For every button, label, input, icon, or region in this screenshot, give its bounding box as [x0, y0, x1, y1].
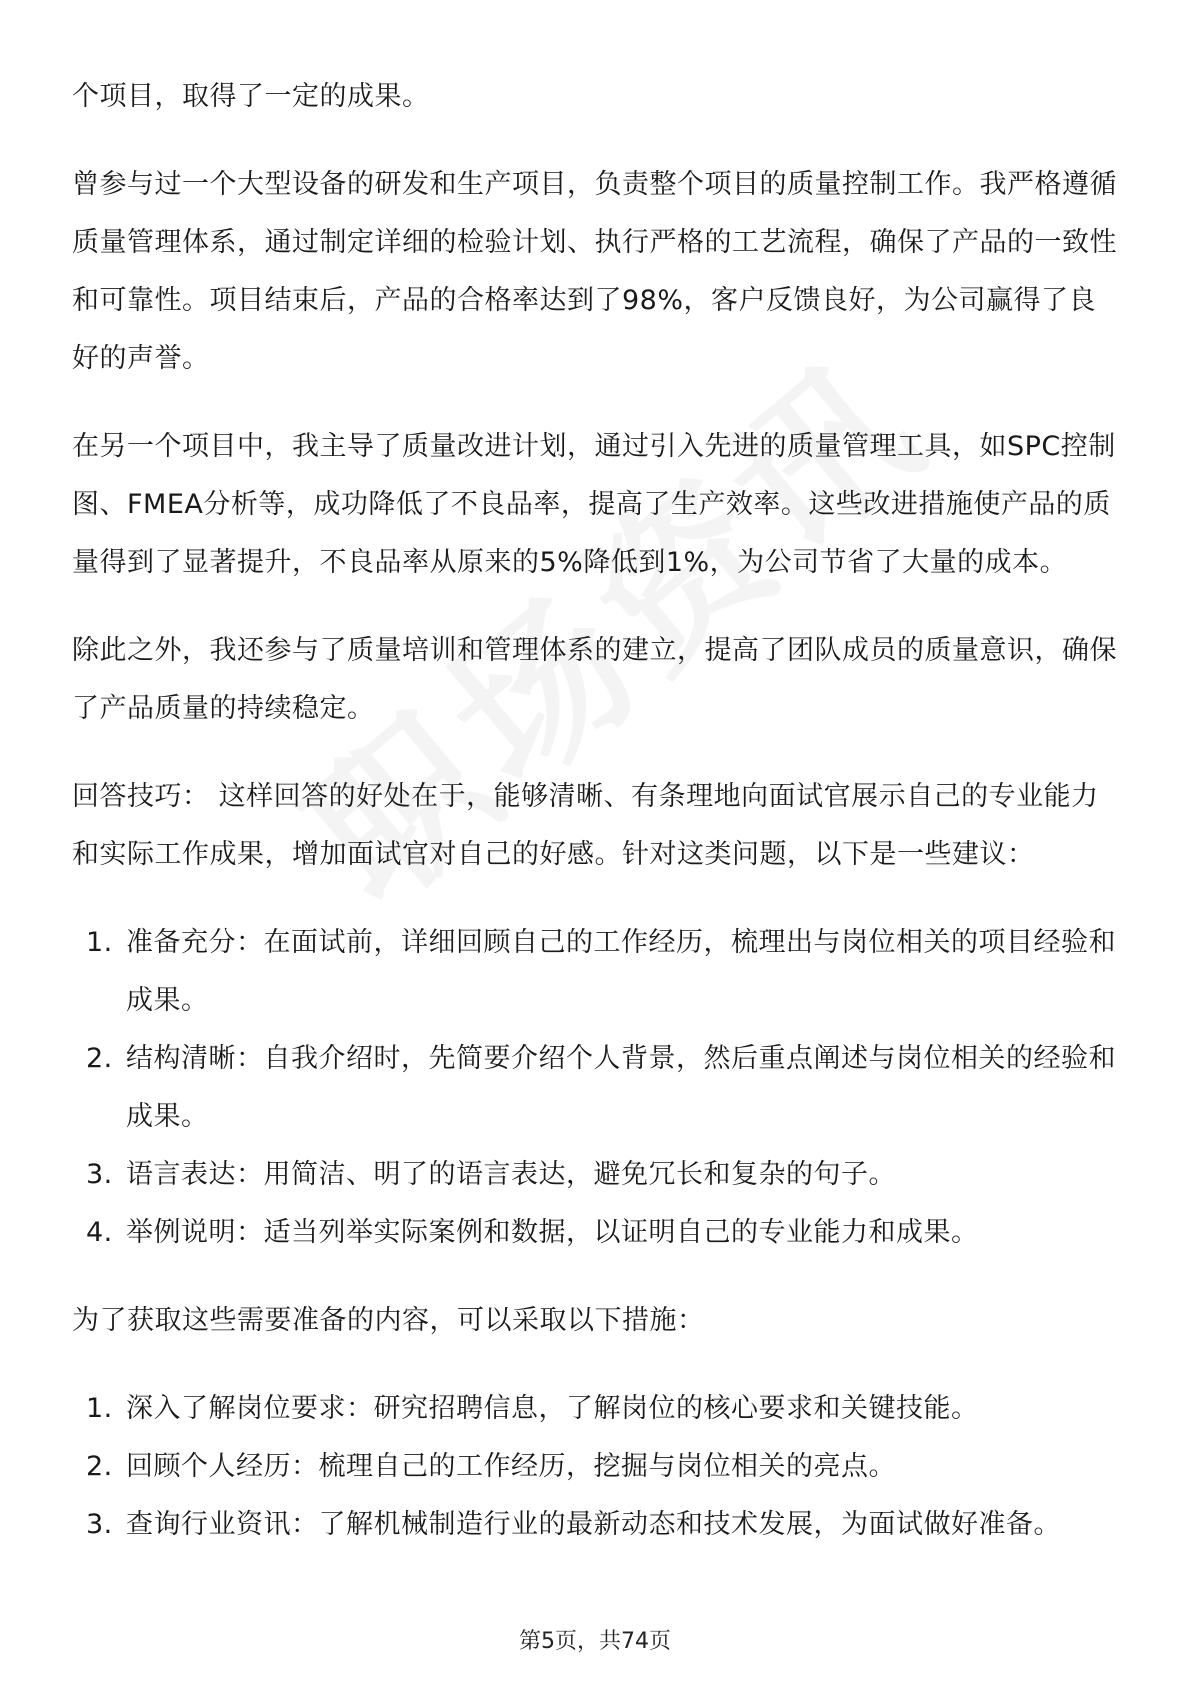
list-number: 3.: [86, 1509, 113, 1540]
list-text: 查询行业资讯：了解机械制造行业的最新动态和技术发展，为面试做好准备。: [126, 1509, 1061, 1540]
list-item: [72, 914, 1118, 1030]
list-text: 准备充分：在面试前，详细回顾自己的工作经历，梳理出与岗位相关的项目经验和成果。: [126, 927, 1116, 1016]
paragraph-project-one: 曾参与过一个大型设备的研发和生产项目，负责整个项目的质量控制工作。我严格遵循质量管理体系，通过制定详细的检验计划、执行严格的工艺流程，确保了产品的一致性和可靠性。项目结束后，产品的合格率达到了98%，客户反馈良好，为公司赢得了良好的声誉。: [72, 169, 1117, 374]
list-text: 语言表达：用简洁、明了的语言表达，避免冗长和复杂的句子。: [126, 1159, 896, 1190]
paragraph-intro-fragment: 个项目，取得了一定的成果。: [72, 81, 430, 112]
list-number: 2.: [86, 1043, 113, 1074]
list-item: [72, 1380, 1118, 1438]
list-item: [72, 1204, 1118, 1262]
list-text: 举例说明：适当列举实际案例和数据，以证明自己的专业能力和成果。: [126, 1217, 979, 1248]
document-body: [72, 68, 1118, 1584]
list-text: 深入了解岗位要求：研究招聘信息，了解岗位的核心要求和关键技能。: [126, 1393, 979, 1424]
measures-list: [72, 1380, 1118, 1554]
paragraph-project-two: 在另一个项目中，我主导了质量改进计划，通过引入先进的质量管理工具，如SPC控制图、FMEA分析等，成功降低了不良品率，提高了生产效率。这些改进措施使产品的质量得到了显著提升，不良品率从原来的5%降低到1%，为公司节省了大量的成本。: [72, 431, 1116, 578]
list-text: 回顾个人经历：梳理自己的工作经历，挖掘与岗位相关的亮点。: [126, 1451, 896, 1482]
list-text: 结构清晰：自我介绍时，先简要介绍个人背景，然后重点阐述与岗位相关的经验和成果。: [126, 1043, 1116, 1132]
page-number-footer: 第5页，共74页: [519, 1629, 671, 1654]
tips-list: [72, 914, 1118, 1262]
list-number: 3.: [86, 1159, 113, 1190]
paragraph-measures-intro: 为了获取这些需要准备的内容，可以采取以下措施：: [72, 1305, 705, 1336]
list-item: [72, 1496, 1118, 1554]
list-item: [72, 1146, 1118, 1204]
paragraph-answer-tips: 回答技巧： 这样回答的好处在于，能够清晰、有条理地向面试官展示自己的专业能力和实际工作成果，增加面试官对自己的好感。针对这类问题，以下是一些建议：: [72, 781, 1099, 870]
list-item: [72, 1030, 1118, 1146]
paragraph-additional: 除此之外，我还参与了质量培训和管理体系的建立，提高了团队成员的质量意识，确保了产品质量的持续稳定。: [72, 635, 1117, 724]
list-number: 1.: [86, 1393, 113, 1424]
list-number: 1.: [86, 927, 113, 958]
list-number: 2.: [86, 1451, 113, 1482]
list-item: [72, 1438, 1118, 1496]
list-number: 4.: [86, 1217, 113, 1248]
